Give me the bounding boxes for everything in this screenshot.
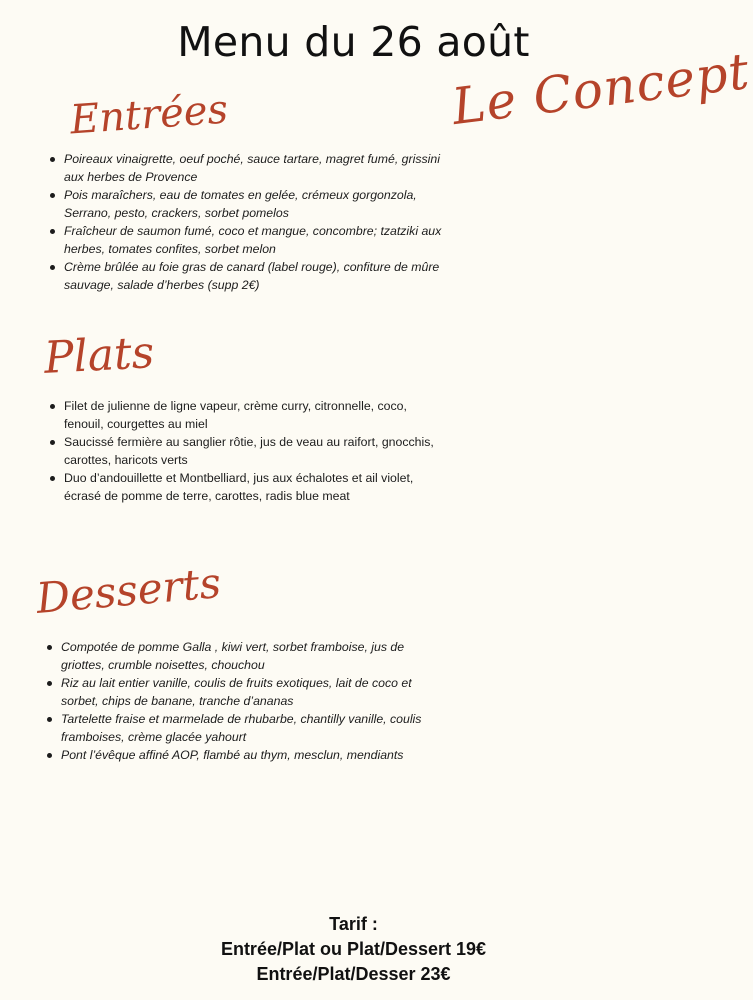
list-item: Saucissé fermière au sanglier rôtie, jus de veau au raifort, gnocchis, carottes, haricots verts	[48, 433, 448, 469]
price-block	[0, 912, 707, 987]
list-item: Pont l’évêque affiné AOP, flambé au thym, mesclun, mendiants	[45, 746, 445, 764]
list-item: Compotée de pomme Galla , kiwi vert, sorbet framboise, jus de griottes, crumble noisettes, chouchou	[45, 638, 445, 674]
list-item: Crème brûlée au foie gras de canard (label rouge), confiture de mûre sauvage, salade d’herbes (supp 2€)	[48, 258, 448, 294]
section-heading-plats: Plats	[42, 327, 156, 384]
list-item: Duo d’andouillette et Montbelliard, jus aux échalotes et ail violet, écrasé de pomme de terre, carottes, radis blue meat	[48, 469, 448, 505]
list-item: Filet de julienne de ligne vapeur, crème curry, citronnelle, coco, fenouil, courgettes au miel	[48, 397, 448, 433]
page-title: Menu du 26 août	[177, 18, 530, 66]
price-label: Tarif :	[329, 914, 378, 934]
list-item: Poireaux vinaigrette, oeuf poché, sauce tartare, magret fumé, grissini aux herbes de Provence	[48, 150, 448, 186]
section-heading-entrees: Entrées	[68, 86, 230, 144]
section-heading-desserts: Desserts	[34, 558, 223, 623]
price-three-courses: Entrée/Plat/Desser 23€	[256, 964, 451, 984]
list-item: Pois maraîchers, eau de tomates en gelée, crémeux gorgonzola, Serrano, pesto, crackers, sorbet pomelos	[48, 186, 448, 222]
entrees-list	[48, 150, 448, 294]
price-two-courses: Entrée/Plat ou Plat/Dessert 19€	[220, 939, 487, 959]
desserts-list	[45, 638, 445, 764]
list-item: Tartelette fraise et marmelade de rhubarbe, chantilly vanille, coulis framboises, crème glacée yahourt	[45, 710, 445, 746]
list-item: Riz au lait entier vanille, coulis de fruits exotiques, lait de coco et sorbet, chips de banane, tranche d’ananas	[45, 674, 445, 710]
plats-list	[48, 397, 448, 505]
list-item: Fraîcheur de saumon fumé, coco et mangue, concombre; tzatziki aux herbes, tomates confites, sorbet melon	[48, 222, 448, 258]
brand-logo: Le Concept	[448, 41, 753, 137]
